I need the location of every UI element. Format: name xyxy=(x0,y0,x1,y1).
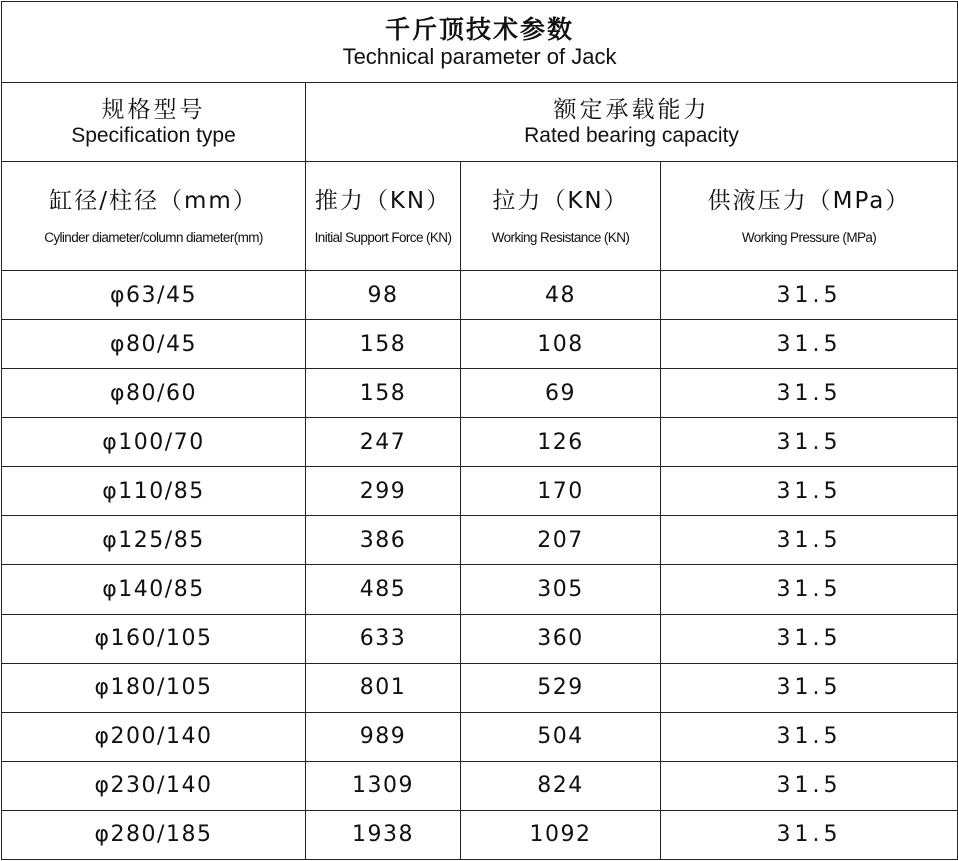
resistance-cell: 305 xyxy=(461,565,661,614)
table-row xyxy=(2,467,958,516)
force-cell: 158 xyxy=(306,320,461,369)
force-cell: 801 xyxy=(306,663,461,712)
spec-cell: φ140/85 xyxy=(2,565,306,614)
force-cell: 299 xyxy=(306,467,461,516)
pressure-cell: 31.5 xyxy=(661,271,958,320)
resistance-cell: 1092 xyxy=(461,810,661,859)
column-header-diameter xyxy=(2,162,306,271)
resistance-cell: 824 xyxy=(461,761,661,810)
resistance-cell: 529 xyxy=(461,663,661,712)
column-header-force xyxy=(306,162,461,271)
spec-cell: φ125/85 xyxy=(2,516,306,565)
column-header-force-en: Initial Support Force (KN) xyxy=(314,230,452,245)
table-row xyxy=(2,761,958,810)
column-header-pressure xyxy=(661,162,958,271)
spec-group-header xyxy=(2,83,306,162)
resistance-cell: 360 xyxy=(461,614,661,663)
force-cell: 989 xyxy=(306,712,461,761)
spec-cell: φ110/85 xyxy=(2,467,306,516)
table-body xyxy=(2,2,958,860)
group-header-row xyxy=(2,83,958,162)
resistance-cell: 108 xyxy=(461,320,661,369)
force-cell: 633 xyxy=(306,614,461,663)
table-row xyxy=(2,320,958,369)
pressure-cell: 31.5 xyxy=(661,761,958,810)
spec-cell: φ160/105 xyxy=(2,614,306,663)
jack-parameter-table xyxy=(1,1,958,860)
pressure-cell: 31.5 xyxy=(661,663,958,712)
table-title-zh: 千斤顶技术参数 xyxy=(385,15,575,44)
resistance-cell: 504 xyxy=(461,712,661,761)
force-cell: 1309 xyxy=(306,761,461,810)
spec-cell: φ280/185 xyxy=(2,810,306,859)
column-header-force-zh: 推力（KN） xyxy=(314,188,452,214)
column-header-diameter-en: Cylinder diameter/column diameter(mm) xyxy=(44,230,263,245)
spec-cell: φ63/45 xyxy=(2,271,306,320)
capacity-group-header-en: Rated bearing capacity xyxy=(524,124,739,147)
column-header-diameter-zh: 缸径/柱径（mm） xyxy=(49,188,258,214)
resistance-cell: 207 xyxy=(461,516,661,565)
spec-cell: φ200/140 xyxy=(2,712,306,761)
column-header-resistance xyxy=(461,162,661,271)
pressure-cell: 31.5 xyxy=(661,467,958,516)
column-header-pressure-zh: 供液压力（MPa） xyxy=(707,188,911,214)
title-row xyxy=(2,2,958,83)
capacity-group-header-zh: 额定承载能力 xyxy=(553,97,710,123)
spec-group-header-en: Specification type xyxy=(71,124,236,147)
spec-cell: φ100/70 xyxy=(2,418,306,467)
force-cell: 386 xyxy=(306,516,461,565)
table-title-en: Technical parameter of Jack xyxy=(342,44,617,69)
resistance-cell: 69 xyxy=(461,369,661,418)
table-row xyxy=(2,565,958,614)
table-row xyxy=(2,516,958,565)
pressure-cell: 31.5 xyxy=(661,565,958,614)
table-row xyxy=(2,418,958,467)
force-cell: 247 xyxy=(306,418,461,467)
spec-cell: φ180/105 xyxy=(2,663,306,712)
column-header-pressure-en: Working Pressure (MPa) xyxy=(741,230,877,245)
resistance-cell: 170 xyxy=(461,467,661,516)
table-row xyxy=(2,810,958,859)
pressure-cell: 31.5 xyxy=(661,712,958,761)
column-header-row xyxy=(2,162,958,271)
pressure-cell: 31.5 xyxy=(661,810,958,859)
spec-cell: φ230/140 xyxy=(2,761,306,810)
table-row xyxy=(2,369,958,418)
table-row xyxy=(2,663,958,712)
table-row xyxy=(2,614,958,663)
pressure-cell: 31.5 xyxy=(661,320,958,369)
pressure-cell: 31.5 xyxy=(661,516,958,565)
capacity-group-header xyxy=(306,83,958,162)
resistance-cell: 48 xyxy=(461,271,661,320)
table-row xyxy=(2,712,958,761)
pressure-cell: 31.5 xyxy=(661,369,958,418)
pressure-cell: 31.5 xyxy=(661,418,958,467)
force-cell: 1938 xyxy=(306,810,461,859)
pressure-cell: 31.5 xyxy=(661,614,958,663)
force-cell: 158 xyxy=(306,369,461,418)
table-row xyxy=(2,271,958,320)
force-cell: 485 xyxy=(306,565,461,614)
spec-cell: φ80/60 xyxy=(2,369,306,418)
table-title-cell xyxy=(2,2,958,83)
spec-group-header-zh: 规格型号 xyxy=(101,97,206,123)
spec-cell: φ80/45 xyxy=(2,320,306,369)
force-cell: 98 xyxy=(306,271,461,320)
column-header-resistance-zh: 拉力（KN） xyxy=(492,188,629,214)
resistance-cell: 126 xyxy=(461,418,661,467)
column-header-resistance-en: Working Resistance (KN) xyxy=(491,230,630,245)
